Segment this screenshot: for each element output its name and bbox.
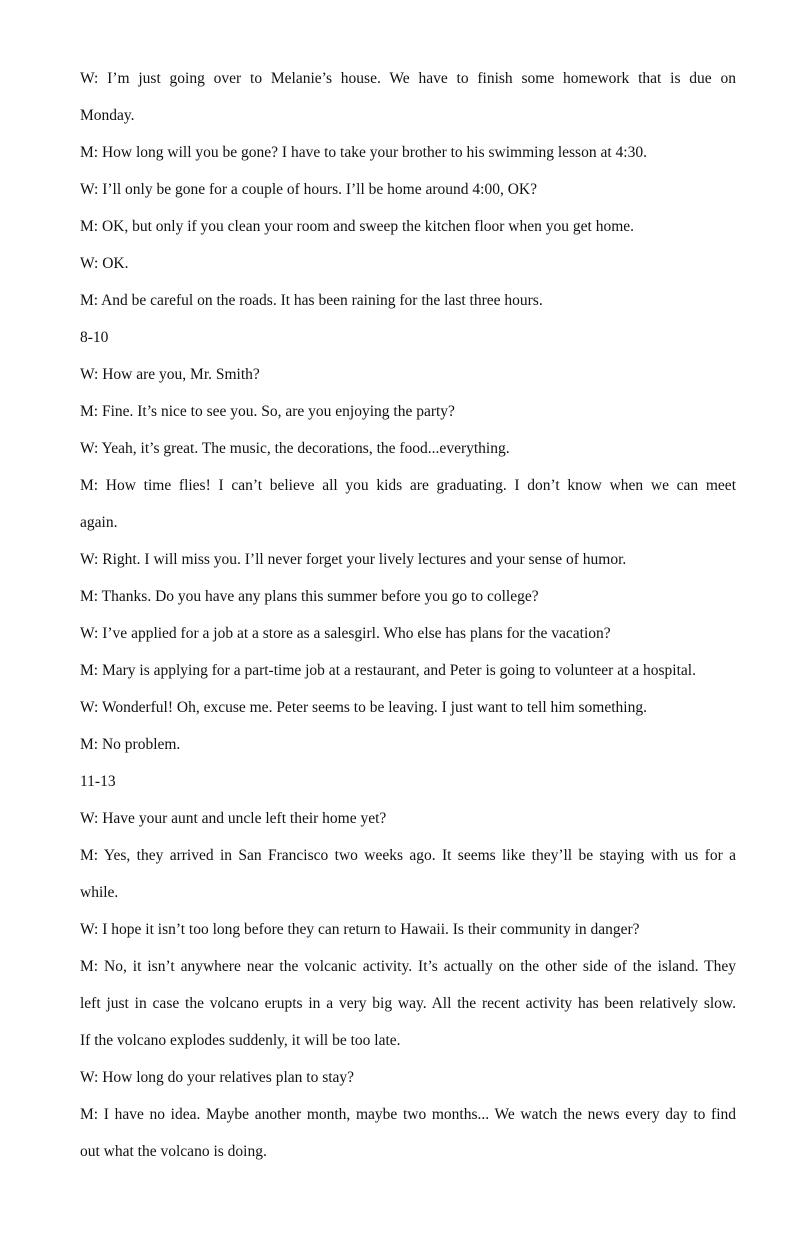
dialogue-line: M: And be careful on the roads. It has been raining for the last three hours. [80,292,543,309]
dialogue-line: M: Thanks. Do you have any plans this summer before you go to college? [80,588,539,605]
dialogue-line: W: Wonderful! Oh, excuse me. Peter seems to be leaving. I just want to tell him something. [80,699,647,716]
dialogue-line: Monday. [80,107,135,124]
dialogue-line: W: How long do your relatives plan to stay? [80,1069,355,1086]
dialogue-line: W: OK. [80,255,129,272]
dialogue-line: M: How time flies! I can’t believe all you kids are graduating. I don’t know when we can meet [80,477,736,494]
dialogue-line: W: Have your aunt and uncle left their home yet? [80,810,387,827]
dialogue-line: again. [80,514,118,531]
dialogue-line: M: Fine. It’s nice to see you. So, are you enjoying the party? [80,403,455,420]
dialogue-line: M: No problem. [80,736,181,753]
dialogue-line: M: No, it isn’t anywhere near the volcanic activity. It’s actually on the other side of the island. They [80,958,736,975]
dialogue-line: W: I hope it isn’t too long before they can return to Hawaii. Is their community in danger? [80,921,640,938]
dialogue-line: W: I’ve applied for a job at a store as a salesgirl. Who else has plans for the vacation? [80,625,611,642]
transcript-body [80,60,736,1170]
dialogue-line: M: Mary is applying for a part-time job at a restaurant, and Peter is going to volunteer at a hospital. [80,662,696,679]
dialogue-line: W: Yeah, it’s great. The music, the decorations, the food...everything. [80,440,510,457]
dialogue-line: out what the volcano is doing. [80,1143,267,1160]
dialogue-line: M: How long will you be gone? I have to take your brother to his swimming lesson at 4:30. [80,144,647,161]
dialogue-line: If the volcano explodes suddenly, it will be too late. [80,1032,401,1049]
dialogue-line: M: OK, but only if you clean your room and sweep the kitchen floor when you get home. [80,218,635,235]
dialogue-line: W: I’ll only be gone for a couple of hours. I’ll be home around 4:00, OK? [80,181,537,198]
dialogue-line: while. [80,884,119,901]
dialogue-line: W: Right. I will miss you. I’ll never forget your lively lectures and your sense of humor. [80,551,627,568]
document-page [80,60,736,1170]
dialogue-line: M: I have no idea. Maybe another month, maybe two months... We watch the news every day to find [80,1106,736,1123]
dialogue-line: M: Yes, they arrived in San Francisco two weeks ago. It seems like they’ll be staying with us for a [80,847,736,864]
section-number: 11-13 [80,773,116,790]
dialogue-line: W: How are you, Mr. Smith? [80,366,260,383]
dialogue-line: left just in case the volcano erupts in a very big way. All the recent activity has been relatively slow. [80,995,736,1012]
section-number: 8-10 [80,329,109,346]
dialogue-line: W: I’m just going over to Melanie’s house. We have to finish some homework that is due on [80,70,736,87]
